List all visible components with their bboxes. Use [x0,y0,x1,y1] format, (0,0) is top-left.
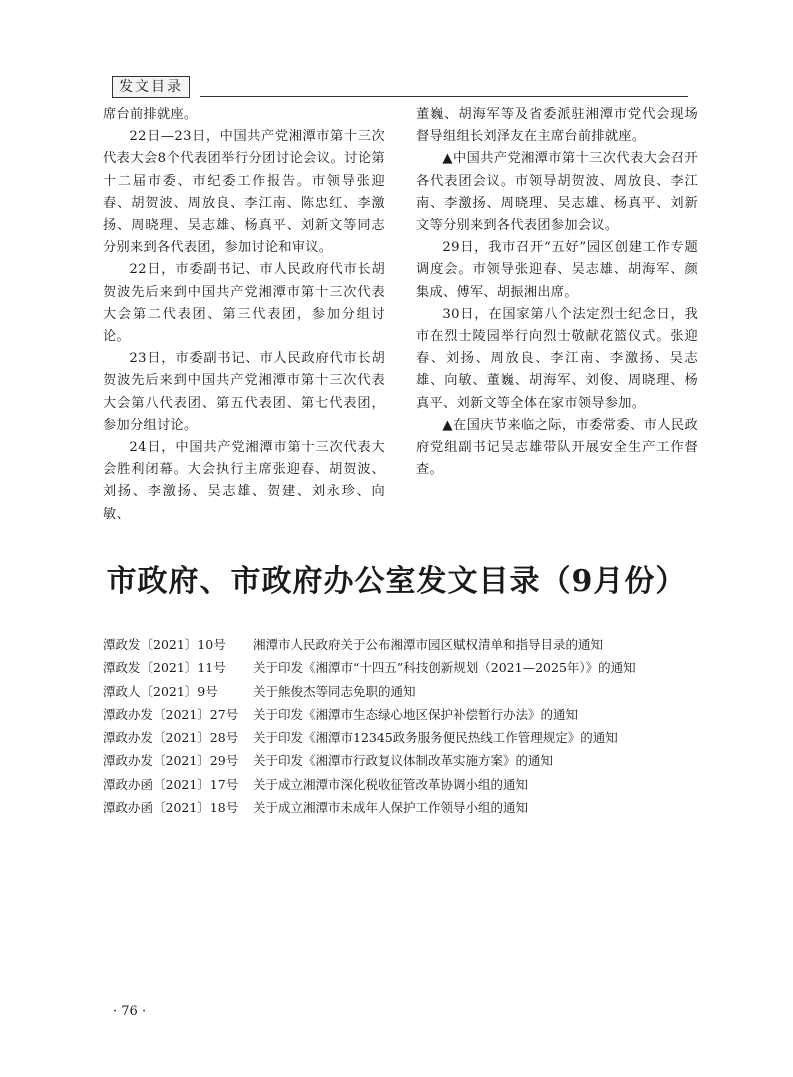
paragraph: 席台前排就座。 [103,107,198,122]
document-row [103,703,703,726]
document-row [103,633,703,656]
page-number: · 76 · [113,1004,147,1019]
document-row [103,726,703,749]
paragraph: ▲在国庆节来临之际，市委常委、市人民政府党组副书记吴志雄带队开展安全生产工作督查。 [416,417,698,478]
document-title: 湘潭市人民政府关于公布湘潭市园区赋权清单和指导目录的通知 [253,637,604,652]
document-title: 关于成立湘潭市深化税收征管改革协调小组的通知 [253,776,529,792]
document-number: 潭政办发〔2021〕27号 [103,706,239,722]
paragraph: 23日，市委副书记、市人民政府代市长胡贺波先后来到中国共产党湘潭市第十三次代表大会第八代表团、第五代表团、第七代表团，参加分组讨论。 [103,351,385,433]
right-column [416,104,698,481]
section-title: 市政府、市政府办公室发文目录（9月份） [106,564,687,599]
document-title: 关于印发《湘潭市12345政务服务便民热线工作管理规定》的通知 [253,730,618,746]
document-title: 关于成立湘潭市未成年人保护工作领导小组的通知 [253,800,529,816]
document-title: 关于印发《湘潭市行政复议体制改革实施方案》的通知 [253,753,554,769]
left-column [103,104,385,526]
document-title: 关于熊俊杰等同志免职的通知 [253,683,416,699]
document-row [103,796,703,819]
document-number: 潭政办函〔2021〕17号 [103,776,239,792]
header-divider [200,96,688,97]
document-number: 潭政办函〔2021〕18号 [103,800,239,816]
paragraph: 22日—23日，中国共产党湘潭市第十三次代表大会8个代表团举行分团讨论会议。讨论第十二届市委、市纪委工作报告。市领导张迎春、胡贺波、周放良、李江南、陈忠红、李激扬、周晓理、吴志雄、杨真平、刘新文等同志分别来到各代表团，参加讨论和审议。 [103,129,385,256]
paragraph: ▲中国共产党湘潭市第十三次代表大会召开各代表团会议。市领导胡贺波、周放良、李江南、李激扬、周晓理、吴志雄、杨真平、刘新文等分别来到各代表团参加会议。 [416,151,698,234]
paragraph: 30日，在国家第八个法定烈士纪念日，我市在烈士陵园举行向烈士敬献花篮仪式。张迎春、刘扬、周放良、李江南、李激扬、吴志雄、向敏、董巍、胡海军、刘俊、周晓理、杨真平、刘新文等全体在家市领导参加。 [416,306,698,411]
document-row [103,749,703,772]
document-number: 潭政人〔2021〕9号 [103,683,218,699]
document-title: 关于印发《湘潭市生态绿心地区保护补偿暂行办法》的通知 [253,706,579,722]
paragraph: 22日，市委副书记、市人民政府代市长胡贺波先后来到中国共产党湘潭市第十三次代表大会第二代表团、第三代表团，参加分组讨论。 [103,262,385,345]
paragraph: 24日，中国共产党湘潭市第十三次代表大会胜利闭幕。大会执行主席张迎春、胡贺波、刘扬、李激扬、吴志雄、贺建、刘永珍、向敏、 [103,440,385,522]
document-row [103,656,703,679]
document-number: 潭政办发〔2021〕29号 [103,753,239,769]
document-title: 关于印发《湘潭市“十四五”科技创新规划（2021—2025年）》的通知 [253,660,636,676]
document-list [103,633,703,819]
paragraph: 29日，我市召开“五好”园区创建工作专题调度会。市领导张迎春、吴志雄、胡海军、颜集成、傅军、胡振湘出席。 [416,240,698,300]
section-label: 发文目录 [112,76,190,98]
document-number: 潭政发〔2021〕11号 [103,660,226,676]
document-row [103,773,703,796]
document-row [103,680,703,703]
document-number: 潭政办发〔2021〕28号 [103,730,239,746]
paragraph: 董巍、胡海军等及省委派驻湘潭市党代会现场督导组组长刘泽友在主席台前排就座。 [416,107,698,145]
document-number: 潭政发〔2021〕10号 [103,637,226,652]
